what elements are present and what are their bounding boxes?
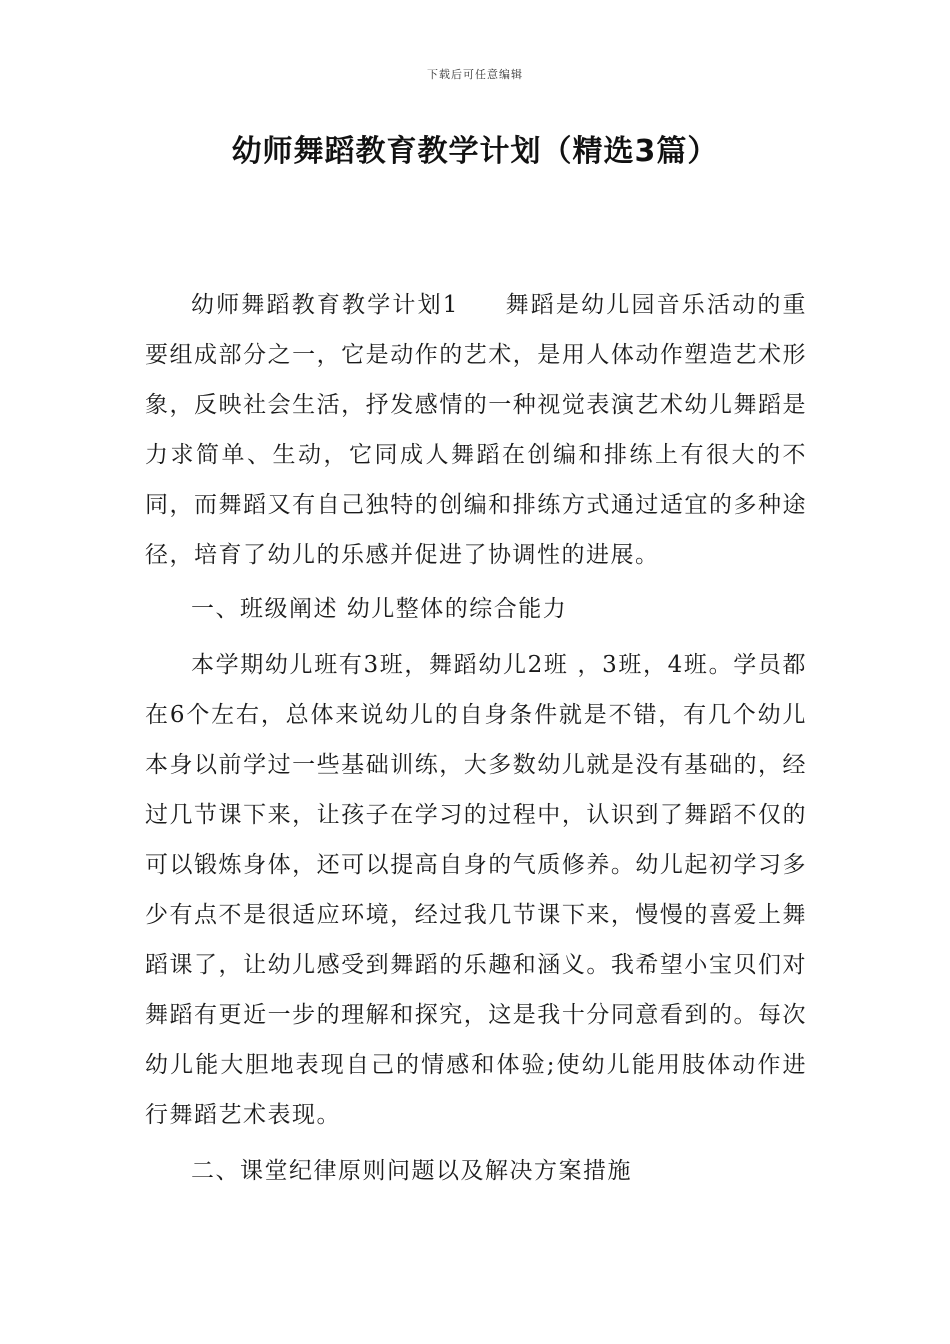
document-title: 幼师舞蹈教育教学计划（精选3篇） <box>231 134 719 169</box>
intro-label: 幼师舞蹈教育教学计划1 <box>191 292 459 318</box>
section1-heading: 一、班级阐述 幼儿整体的综合能力 <box>191 596 568 622</box>
document-body <box>145 280 807 1202</box>
section2-heading: 二、课堂纪律原则问题以及解决方案措施 <box>191 1158 632 1184</box>
intro-paragraph <box>145 280 807 580</box>
intro-text: 舞蹈是幼儿园音乐活动的重要组成部分之一，它是动作的艺术，是用人体动作塑造艺术形象，反映社会生活，抒发感情的一种视觉表演艺术幼儿舞蹈是力求简单、生动，它同成人舞蹈在创编和排练上有很大的不同，而舞蹈又有自己独特的创编和排练方式通过适宜的多种途径，培育了幼儿的乐感并促进了协调性的进展。 <box>145 292 807 568</box>
header-note: 下载后可任意编辑 <box>427 68 523 81</box>
section1-paragraph: 本学期幼儿班有3班，舞蹈幼儿2班 ，3班，4班。学员都在6个左右，总体来说幼儿的自身条件就是不错，有几个幼儿本身以前学过一些基础训练，大多数幼儿就是没有基础的，经过几节课下来，让孩子在学习的过程中，认识到了舞蹈不仅的可以锻炼身体，还可以提高自身的气质修养。幼儿起初学习多少有点不是很适应环境，经过我几节课下来，慢慢的喜爱上舞蹈课了，让幼儿感受到舞蹈的乐趣和涵义。我希望小宝贝们对舞蹈有更近一步的理解和探究，这是我十分同意看到的。每次幼儿能大胆地表现自己的情感和体验;使幼儿能用肢体动作进行舞蹈艺术表现。 <box>145 652 807 1128</box>
